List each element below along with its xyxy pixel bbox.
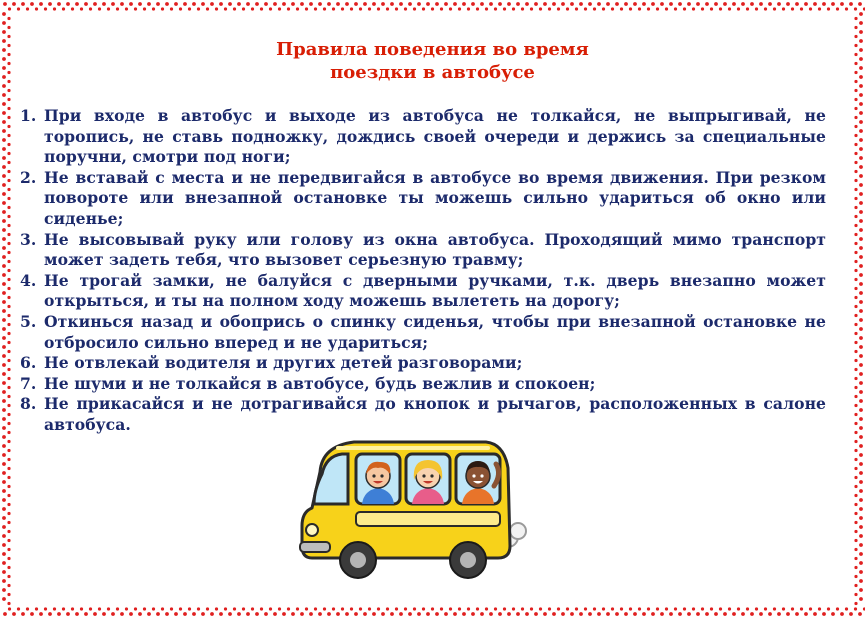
- bus-bumper: [300, 542, 330, 552]
- title-line-1: Правила поведения во время: [276, 39, 589, 60]
- rule-item: [20, 106, 826, 168]
- rule-item: [20, 374, 826, 395]
- bus-windshield: [314, 454, 348, 504]
- rule-text: Не трогай замки, не балуйся с дверными ручками, т.к. дверь внезапно может открыться, и ты на полном ходу можешь вылететь на дорогу;: [44, 270, 826, 311]
- rule-text: Не вставай с места и не передвигайся в автобусе во время движения. При резком повороте или внезапной остановке ты можешь сильно удариться об окно или сиденье;: [44, 167, 826, 228]
- rule-item: [20, 271, 826, 312]
- rule-item: [20, 312, 826, 353]
- rule-text: Не шуми и не толкайся в автобусе, будь вежлив и спокоен;: [44, 373, 596, 393]
- bus-headlight: [306, 524, 318, 536]
- rule-text: Не высовывай руку или голову из окна автобуса. Проходящий мимо транспорт может задеть тебя, что вызовет серьезную травму;: [44, 229, 826, 270]
- bus-wheel: [450, 542, 486, 578]
- rule-item: [20, 230, 826, 271]
- school-bus-illustration: [298, 434, 530, 584]
- child-girl-blonde: [412, 460, 444, 504]
- rule-number: 7.: [20, 373, 37, 393]
- rule-number: 5.: [20, 311, 37, 331]
- title-line-2: поездки в автобусе: [330, 62, 535, 83]
- rule-number: 6.: [20, 353, 37, 373]
- rule-item: [20, 353, 826, 374]
- page-title: [0, 38, 865, 84]
- rule-text: Откинься назад и обопрись о спинку сиденья, чтобы при внезапной остановке не отбросило сильно вперед и не удариться;: [44, 311, 826, 352]
- rules-list: [20, 106, 826, 436]
- rule-number: 4.: [20, 270, 37, 290]
- rule-item: [20, 394, 826, 435]
- rule-item: [20, 168, 826, 230]
- rule-text: Не прикасайся и не дотрагивайся до кнопок и рычагов, расположенных в салоне автобуса.: [44, 394, 826, 434]
- rule-number: 3.: [20, 229, 37, 249]
- bus-stripe: [356, 512, 500, 526]
- rule-number: 2.: [20, 167, 37, 187]
- bus-wheel: [340, 542, 376, 578]
- rule-number: 1.: [20, 106, 37, 125]
- rule-text: При входе в автобус и выходе из автобуса не толкайся, не выпрыгивай, не торопись, не ставь подножку, дождись своей очереди и держись за специальные поручни, смотри под ноги;: [44, 106, 826, 167]
- rule-text: Не отвлекай водителя и других детей разговорами;: [44, 353, 523, 373]
- rule-number: 8.: [20, 394, 37, 414]
